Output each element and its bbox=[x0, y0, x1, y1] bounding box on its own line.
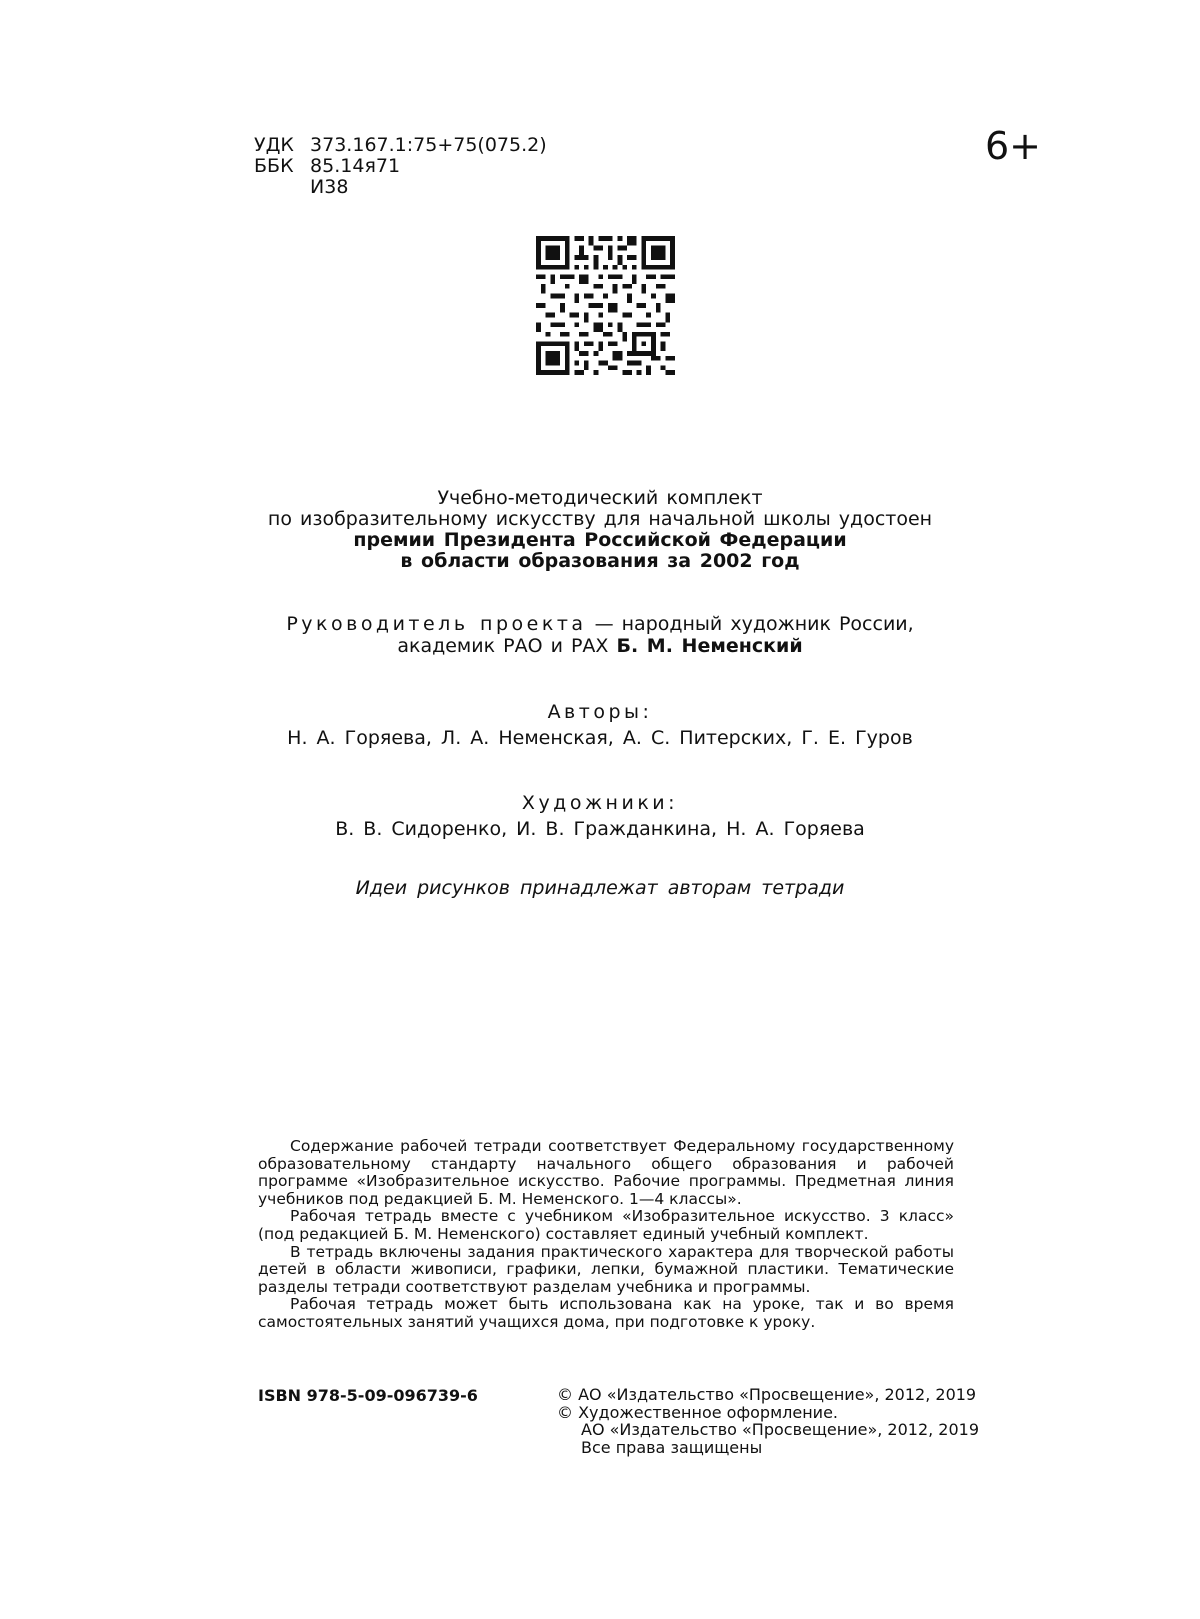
award-block bbox=[0, 488, 1200, 572]
description-paragraph: В тетрадь включены задания практического характера для творческой работы детей в области живописи, графики, лепки, бумажной пластики. Тематические разделы тетради соответствуют разделам учебника и программы. bbox=[258, 1242, 954, 1296]
artists-names: В. В. Сидоренко, И. В. Гражданкина, Н. А. Горяева bbox=[335, 818, 865, 840]
authors-names: Н. А. Горяева, Л. А. Неменская, А. С. Питерских, Г. Е. Гуров bbox=[287, 727, 913, 749]
project-leader-name: Б. М. Неменский bbox=[616, 635, 803, 657]
award-line-3: премии Президента Российской Федерации bbox=[353, 529, 847, 551]
age-rating: 6+ bbox=[985, 124, 1042, 168]
project-leader-title: — народный художник России, bbox=[586, 613, 914, 635]
description-paragraph: Рабочая тетрадь может быть использована как на уроке, так и во время самостоятельных занятий учащихся дома, при подготовке к уроку. bbox=[258, 1295, 954, 1331]
artists-heading: Художники: bbox=[521, 792, 679, 814]
author-mark: И38 bbox=[310, 176, 349, 198]
award-line-1: Учебно-методический комплект bbox=[437, 487, 763, 509]
description-paragraph: Рабочая тетрадь вместе с учебником «Изобразительное искусство. 3 класс» (под редакцией Б. М. Неменского) составляет единый учебный комплект. bbox=[258, 1207, 954, 1243]
authors-heading: Авторы: bbox=[547, 701, 653, 723]
copyright-line-2: © Художественное оформление. bbox=[557, 1402, 838, 1422]
copyright-block bbox=[557, 1386, 979, 1456]
project-leader-line-2 bbox=[0, 635, 1200, 657]
description-paragraph: Содержание рабочей тетради соответствует Федеральному государственному образовательному стандарту начального общего образования и рабочей программе «Изобразительное искусство. Рабочие программы. Предметная линия учебников под редакцией Б. М. Неменского. 1—4 классы». bbox=[258, 1137, 954, 1208]
award-line-2: по изобразительному искусству для начальной школы удостоен bbox=[267, 508, 933, 530]
copyright-line-1: © АО «Издательство «Просвещение», 2012, 2019 bbox=[557, 1385, 977, 1404]
qr-code-icon bbox=[536, 236, 675, 375]
bbk-row bbox=[254, 156, 547, 177]
udk-row bbox=[254, 135, 547, 156]
bbk-code: 85.14я71 bbox=[310, 155, 401, 177]
udk-label: УДК bbox=[254, 134, 294, 156]
author-mark-row bbox=[254, 177, 547, 198]
description-block bbox=[258, 1138, 954, 1332]
copyright-line-3: АО «Издательство «Просвещение», 2012, 2019 bbox=[581, 1420, 980, 1440]
project-leader-role: Руководитель проекта bbox=[286, 613, 587, 635]
bbk-label: ББК bbox=[254, 155, 294, 177]
udk-code: 373.167.1:75+75(075.2) bbox=[310, 134, 547, 156]
award-line-4: в области образования за 2002 год bbox=[400, 550, 800, 572]
isbn: ISBN 978-5-09-096739-6 bbox=[258, 1386, 478, 1405]
project-leader-academic: академик РАО и РАХ bbox=[397, 635, 617, 657]
classification-block bbox=[254, 135, 547, 198]
project-leader-block bbox=[0, 613, 1200, 657]
copyright-line-4: Все права защищены bbox=[581, 1437, 763, 1457]
ideas-note: Идеи рисунков принадлежат авторам тетради bbox=[355, 877, 845, 899]
project-leader-line-1 bbox=[0, 613, 1200, 635]
